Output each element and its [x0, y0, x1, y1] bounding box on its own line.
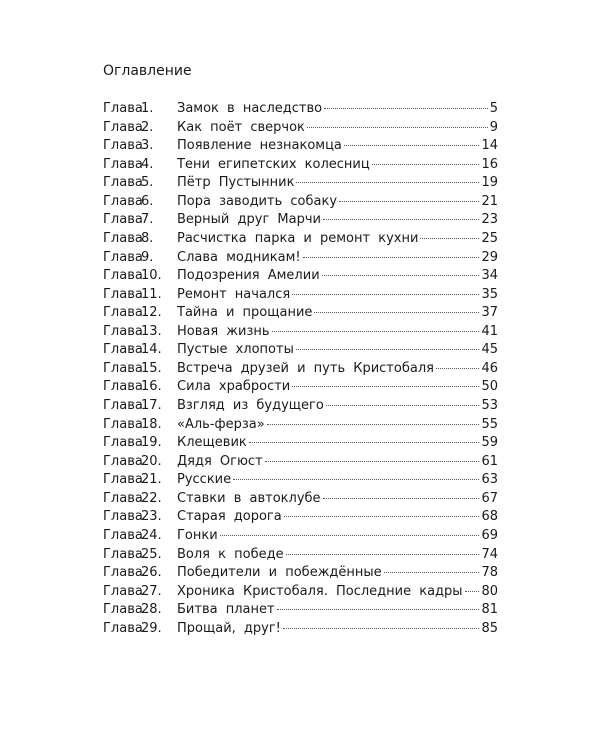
- chapter-title: Пустые хлопоты: [177, 342, 294, 358]
- toc-entry-26[interactable]: [103, 564, 498, 583]
- chapter-title: Клещевик: [177, 435, 247, 451]
- chapter-number: 29.: [141, 620, 162, 636]
- dot-leader: [322, 275, 480, 276]
- chapter-label: Глава: [103, 138, 143, 154]
- chapter-page: 80: [481, 583, 498, 599]
- chapter-label: Глава: [103, 620, 143, 636]
- chapter-label: Глава: [103, 193, 143, 209]
- chapter-label: Глава: [103, 360, 143, 376]
- chapter-title: «Аль-ферза»: [177, 416, 265, 432]
- toc-entry-5[interactable]: [103, 174, 498, 193]
- toc-entry-2[interactable]: [103, 119, 498, 138]
- chapter-number: 16.: [141, 379, 162, 395]
- chapter-label: Глава: [103, 472, 143, 488]
- chapter-title: Ремонт начался: [177, 286, 291, 302]
- chapter-title: Замок в наследство: [177, 101, 323, 116]
- chapter-label: Глава: [103, 602, 143, 618]
- toc-entry-9[interactable]: [103, 249, 498, 268]
- chapter-number: 5.: [141, 175, 154, 191]
- toc-entry-29[interactable]: [103, 620, 498, 639]
- chapter-label: Глава: [103, 453, 143, 469]
- toc-entry-17[interactable]: [103, 397, 498, 416]
- chapter-title: Встреча друзей и путь Кристобаля: [177, 360, 434, 376]
- chapter-number: 7.: [141, 212, 154, 228]
- chapter-page: 55: [481, 416, 498, 432]
- chapter-page: 53: [481, 398, 498, 413]
- chapter-label: Глава: [103, 323, 143, 339]
- chapter-page: 34: [481, 268, 498, 284]
- chapter-page: 81: [481, 602, 498, 618]
- chapter-title: Сила храбрости: [177, 379, 291, 395]
- toc-title: Оглавление: [103, 63, 192, 79]
- toc-entry-14[interactable]: [103, 341, 498, 360]
- chapter-label: Глава: [103, 565, 143, 581]
- chapter-page: 46: [481, 360, 498, 376]
- chapter-title: Пора заводить собаку: [177, 193, 338, 209]
- toc-entry-23[interactable]: [103, 508, 498, 527]
- chapter-number: 23.: [141, 509, 162, 525]
- chapter-title: Старая дорога: [177, 509, 282, 525]
- chapter-number: 17.: [141, 398, 162, 413]
- chapter-label: Глава: [103, 305, 143, 321]
- dot-leader: [324, 108, 488, 109]
- toc-entry-19[interactable]: [103, 434, 498, 453]
- chapter-label: Глава: [103, 286, 143, 302]
- dot-leader: [296, 349, 480, 350]
- dot-leader: [436, 368, 480, 369]
- chapter-page: 61: [481, 453, 498, 469]
- chapter-page: 14: [481, 138, 498, 154]
- chapter-number: 19.: [141, 435, 162, 451]
- chapter-title: Русские: [177, 472, 232, 488]
- chapter-title: Новая жизнь: [177, 323, 270, 339]
- chapter-page: 25: [481, 230, 498, 246]
- dot-leader: [303, 257, 480, 258]
- chapter-page: 37: [481, 305, 498, 321]
- chapter-page: 63: [481, 472, 498, 488]
- chapter-title: Пётр Пустынник: [177, 175, 295, 191]
- chapter-number: 15.: [141, 360, 162, 376]
- chapter-label: Глава: [103, 342, 143, 358]
- chapter-label: Глава: [103, 249, 143, 265]
- chapter-title: Гонки: [177, 527, 218, 543]
- chapter-title: Взгляд из будущего: [177, 398, 324, 413]
- chapter-number: 3.: [141, 138, 154, 154]
- chapter-number: 12.: [141, 305, 162, 321]
- toc-entry-1[interactable]: [103, 100, 498, 119]
- chapter-label: Глава: [103, 583, 143, 599]
- dot-leader: [323, 498, 480, 499]
- toc-entry-12[interactable]: [103, 304, 498, 323]
- dot-leader: [344, 145, 480, 146]
- chapter-number: 13.: [141, 323, 162, 339]
- chapter-page: 41: [481, 323, 498, 339]
- chapter-label: Глава: [103, 546, 143, 562]
- toc-entry-6[interactable]: [103, 193, 498, 212]
- chapter-title: Воля к победе: [177, 546, 284, 562]
- chapter-page: 21: [481, 193, 498, 209]
- chapter-label: Глава: [103, 490, 143, 506]
- toc-entry-3[interactable]: [103, 137, 498, 156]
- dot-leader: [272, 331, 480, 332]
- chapter-label: Глава: [103, 268, 143, 284]
- toc-entry-13[interactable]: [103, 323, 498, 342]
- chapter-page: 5: [489, 101, 498, 116]
- toc-entry-10[interactable]: [103, 267, 498, 286]
- chapter-number: 6.: [141, 193, 154, 209]
- toc-entry-11[interactable]: [103, 286, 498, 305]
- chapter-label: Глава: [103, 398, 143, 413]
- chapter-number: 21.: [141, 472, 162, 488]
- chapter-label: Глава: [103, 156, 143, 172]
- chapter-number: 18.: [141, 416, 162, 432]
- chapter-title: Слава модникам!: [177, 249, 301, 265]
- chapter-number: 28.: [141, 602, 162, 618]
- chapter-label: Глава: [103, 175, 143, 191]
- dot-leader: [292, 386, 479, 387]
- toc-entry-21[interactable]: [103, 471, 498, 490]
- chapter-page: 23: [481, 212, 498, 228]
- dot-leader: [323, 219, 479, 220]
- toc-entry-16[interactable]: [103, 378, 498, 397]
- chapter-title: Тени египетских колесниц: [177, 156, 370, 172]
- chapter-page: 35: [481, 286, 498, 302]
- chapter-title: Подозрения Амелии: [177, 268, 320, 284]
- chapter-number: 11.: [141, 286, 162, 302]
- chapter-number: 4.: [141, 156, 154, 172]
- chapter-label: Глава: [103, 509, 143, 525]
- toc-entry-18[interactable]: [103, 416, 498, 435]
- chapter-title: Как поёт сверчок: [177, 119, 305, 135]
- dot-leader: [284, 516, 480, 517]
- chapter-label: Глава: [103, 379, 143, 395]
- chapter-number: 22.: [141, 490, 162, 506]
- chapter-page: 45: [481, 342, 498, 358]
- chapter-number: 25.: [141, 546, 162, 562]
- dot-leader: [465, 591, 480, 592]
- chapter-page: 78: [481, 565, 498, 581]
- dot-leader: [296, 182, 479, 183]
- chapter-title: Победители и побеждённые: [177, 565, 382, 581]
- dot-leader: [314, 312, 479, 313]
- dot-leader: [372, 164, 480, 165]
- dot-leader: [249, 442, 480, 443]
- chapter-page: 29: [481, 249, 498, 265]
- dot-leader: [286, 554, 480, 555]
- dot-leader: [277, 609, 480, 610]
- chapter-label: Глава: [103, 119, 143, 135]
- dot-leader: [267, 424, 480, 425]
- chapter-page: 68: [481, 509, 498, 525]
- chapter-label: Глава: [103, 416, 143, 432]
- chapter-page: 74: [481, 546, 498, 562]
- toc-list: [103, 100, 498, 638]
- chapter-label: Глава: [103, 435, 143, 451]
- toc-entry-28[interactable]: [103, 601, 498, 620]
- chapter-page: 16: [481, 156, 498, 172]
- toc-entry-20[interactable]: [103, 453, 498, 472]
- chapter-title: Тайна и прощание: [177, 305, 313, 321]
- chapter-title: Расчистка парка и ремонт кухни: [177, 230, 419, 246]
- chapter-number: 26.: [141, 565, 162, 581]
- chapter-number: 8.: [141, 230, 154, 246]
- dot-leader: [420, 238, 479, 239]
- chapter-number: 1.: [141, 101, 154, 116]
- toc-entry-4[interactable]: [103, 156, 498, 175]
- chapter-number: 14.: [141, 342, 162, 358]
- chapter-title: Верный друг Марчи: [177, 212, 321, 228]
- dot-leader: [265, 461, 480, 462]
- dot-leader: [384, 572, 480, 573]
- chapter-label: Глава: [103, 212, 143, 228]
- chapter-number: 20.: [141, 453, 162, 469]
- chapter-number: 24.: [141, 527, 162, 543]
- dot-leader: [220, 535, 480, 536]
- chapter-label: Глава: [103, 527, 143, 543]
- chapter-page: 50: [481, 379, 498, 395]
- chapter-label: Глава: [103, 230, 143, 246]
- chapter-page: 67: [481, 490, 498, 506]
- chapter-page: 9: [489, 119, 498, 135]
- chapter-title: Появление незнакомца: [177, 138, 342, 154]
- chapter-page: 69: [481, 527, 498, 543]
- dot-leader: [233, 479, 479, 480]
- chapter-title: Хроника Кристобаля. Последние кадры: [177, 583, 463, 599]
- chapter-number: 27.: [141, 583, 162, 599]
- chapter-page: 19: [481, 175, 498, 191]
- chapter-page: 59: [481, 435, 498, 451]
- chapter-title: Ставки в автоклубе: [177, 490, 321, 506]
- chapter-number: 2.: [141, 119, 154, 135]
- dot-leader: [326, 405, 480, 406]
- toc-entry-22[interactable]: [103, 490, 498, 509]
- toc-entry-27[interactable]: [103, 583, 498, 602]
- dot-leader: [292, 294, 479, 295]
- dot-leader: [283, 628, 480, 629]
- dot-leader: [339, 201, 479, 202]
- toc-entry-8[interactable]: [103, 230, 498, 249]
- chapter-title: Битва планет: [177, 602, 275, 618]
- dot-leader: [307, 127, 488, 128]
- toc-entry-24[interactable]: [103, 527, 498, 546]
- toc-entry-25[interactable]: [103, 546, 498, 565]
- chapter-page: 85: [481, 620, 498, 636]
- chapter-label: Глава: [103, 101, 143, 116]
- chapter-number: 10.: [141, 268, 162, 284]
- toc-entry-7[interactable]: [103, 211, 498, 230]
- chapter-title: Дядя Огюст: [177, 453, 263, 469]
- chapter-number: 9.: [141, 249, 154, 265]
- toc-entry-15[interactable]: [103, 360, 498, 379]
- chapter-title: Прощай, друг!: [177, 620, 281, 636]
